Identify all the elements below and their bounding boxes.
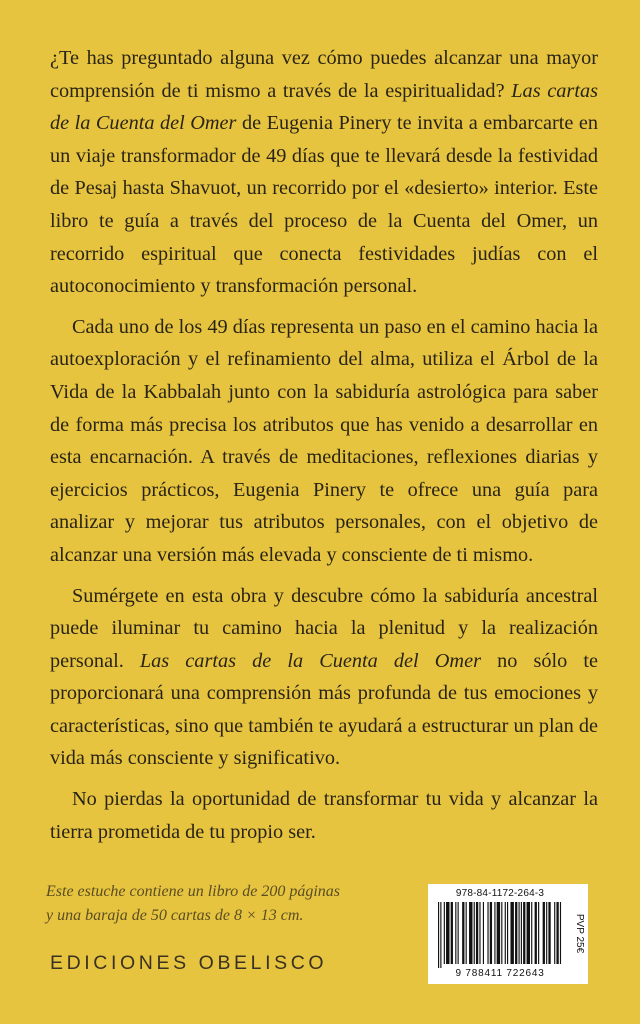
paragraph-1 xyxy=(50,42,598,303)
paragraph-3 xyxy=(50,580,598,776)
p1-text-a: ¿Te has preguntado alguna vez cómo puedes alcanzar una mayor comprensión de ti mismo a través de la espiritualidad? xyxy=(50,47,598,102)
note-line-1: Este estuche contiene un libro de 200 páginas xyxy=(46,883,341,900)
p1-text-b: de Eugenia Pinery te invita a embarcarte en un viaje transformador de 49 días que te llevará desde la festividad de Pesaj hasta Shavuot, un recorrido por el «desierto» interior. Este libro te guía a través del proceso de la Cuenta del Omer, un recorrido espiritual que conecta festividades judías con el autoconocimiento y transformación personal. xyxy=(50,112,598,298)
ean-number: 9 788411 722643 xyxy=(455,968,545,979)
paragraph-2: Cada uno de los 49 días representa un paso en el camino hacia la autoexploración y el refinamiento del alma, utiliza el Árbol de la Vida de la Kabbalah junto con la sabiduría astrológica para saber de forma más precisa los atributos que has venido a desarrollar en esta encarnación. A través de meditaciones, reflexiones diarias y ejercicios prácticos, Eugenia Pinery te ofrece una guía para analizar y mejorar tus atributos personales, con el objetivo de alcanzar una versión más elevada y consciente de ti mismo. xyxy=(50,315,598,566)
book-title-italic-2: Las cartas de la Cuenta del Omer xyxy=(139,649,481,672)
isbn-number: 978-84-1172-264-3 xyxy=(455,888,545,899)
barcode-icon xyxy=(436,902,564,968)
p3-text-a: Sumérgete en esta obra y descubre cómo la sabiduría ancestral puede iluminar tu camino hacia la plenitud y la realización personal. xyxy=(50,584,598,672)
paragraph-4: No pierdas la oportunidad de transformar tu vida y alcanzar la tierra prometida de tu propio ser. xyxy=(50,788,598,843)
price-label: PVP 25€ xyxy=(574,913,586,954)
contents-note xyxy=(46,880,386,928)
barcode-label xyxy=(428,884,588,984)
book-title-italic: Las cartas de la Cuenta del Omer xyxy=(50,79,598,135)
back-cover-description xyxy=(50,42,598,856)
note-line-2: y una baraja de 50 cartas de 8 × 13 cm. xyxy=(46,907,304,924)
publisher-name: EDICIONES OBELISCO xyxy=(50,952,328,974)
p3-text-b: no sólo te proporcionará una comprensión más profunda de tus emociones y características, sino que también te ayudará a estructurar un plan de vida más consciente y significativo. xyxy=(50,649,599,770)
